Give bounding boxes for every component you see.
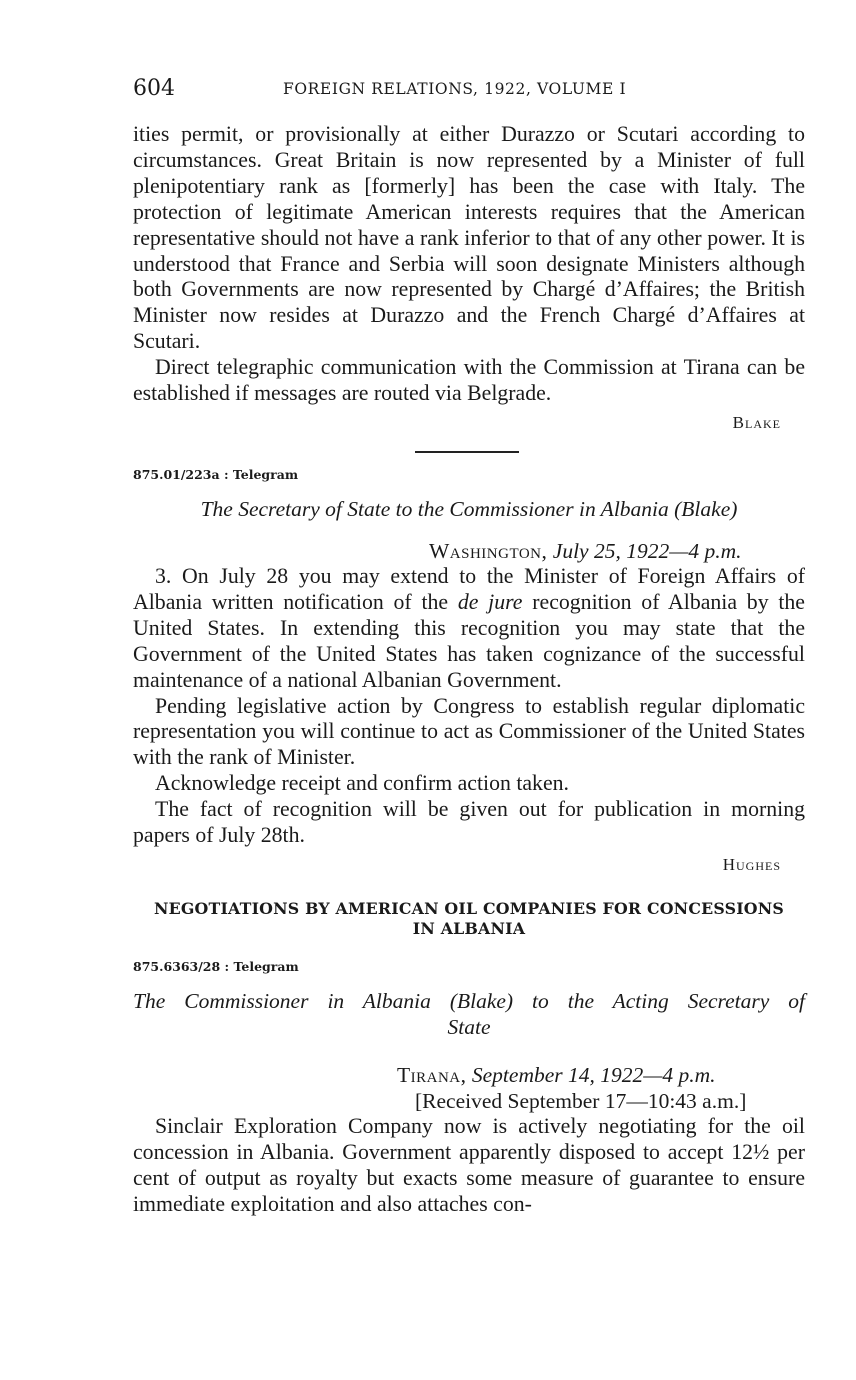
doc3-dateline-place: Tirana, — [397, 1062, 467, 1087]
doc1-signature: Blake — [732, 412, 781, 432]
doc2-dateline — [133, 538, 805, 564]
doc3-title-line-2: State — [447, 1014, 491, 1039]
section-heading-line-2: IN ALBANIA — [412, 918, 526, 938]
doc3-dateline-date: September 14, 1922—4 p.m. — [471, 1062, 716, 1087]
doc2-p1-end: recognition of Albania by the United States. In extending this recognition you may state that the Government of the United States has taken cognizance of the successful maintenance of a national Albanian Government. — [133, 589, 805, 692]
doc1-paragraph-1: ities permit, or provisionally at either Durazzo or Scutari according to circumstances. Great Britain is now represented by a Minister of full plenipotentiary rank as [formerly] has been the case with Italy. The protection of legitimate American interests requires that the American representative should not have a rank inferior to that of any other power. It is understood that France and Serbia will soon designate Ministers although both Governments are now represented by Chargé d’Affaires; the British Minister now resides at Durazzo and the French Chargé d’Affaires at Scutari. — [133, 122, 805, 354]
doc1-paragraph-2: Direct telegraphic communication with the Commission at Tirana can be established if messages are routed via Belgrade. — [133, 355, 805, 406]
doc2-signature: Hughes — [722, 854, 781, 874]
doc3-title-line-1: The Commissioner in Albania (Blake) to the Acting Secretary of — [133, 988, 805, 1013]
doc3-received-line: [Received September 17—10:43 a.m.] — [415, 1088, 747, 1113]
doc2-p1-italic: de jure — [457, 589, 523, 614]
doc3-paragraph-1: Sinclair Exploration Company now is actively negotiating for the oil concession in Albania. Government apparently disposed to accept 12½ per cent of output as royalty but exacts some measure of guarantee to ensure immediate exploitation and also attaches con- — [133, 1113, 805, 1216]
running-header — [133, 70, 805, 104]
section-heading — [133, 899, 805, 939]
section-heading-line-1: NEGOTIATIONS BY AMERICAN OIL COMPANIES FOR CONCESSIONS — [153, 898, 785, 918]
doc2-paragraph-2: Pending legislative action by Congress to establish regular diplomatic representation you will continue to act as Commissioner of the United States with the rank of Minister. — [133, 693, 805, 770]
running-title: FOREIGN RELATIONS, 1922, VOLUME I — [283, 80, 627, 98]
doc3-file-reference: 875.6363/28 : Telegram — [133, 958, 299, 974]
doc2-dateline-date: July 25, 1922—4 p.m. — [552, 538, 742, 563]
doc2-title: The Secretary of State to the Commissioner in Albania (Blake) — [200, 496, 738, 521]
doc2-paragraph-3: Acknowledge receipt and confirm action taken. — [155, 771, 569, 796]
doc3-title — [133, 988, 805, 1040]
document-page — [133, 70, 805, 1218]
doc3-dateline — [133, 1062, 805, 1088]
page-number: 604 — [133, 76, 175, 101]
doc2-p1-start: 3. On July 28 you may extend to the Minister of Foreign Affairs of Albania written notification of the — [133, 563, 805, 614]
doc2-file-reference: 875.01/223a : Telegram — [133, 466, 299, 482]
doc2-dateline-place: Washington, — [429, 538, 548, 563]
doc2-paragraph-1 — [133, 564, 805, 694]
doc2-paragraph-4: The fact of recognition will be given out for publication in morning papers of July 28th. — [133, 797, 805, 848]
section-divider — [415, 451, 519, 453]
